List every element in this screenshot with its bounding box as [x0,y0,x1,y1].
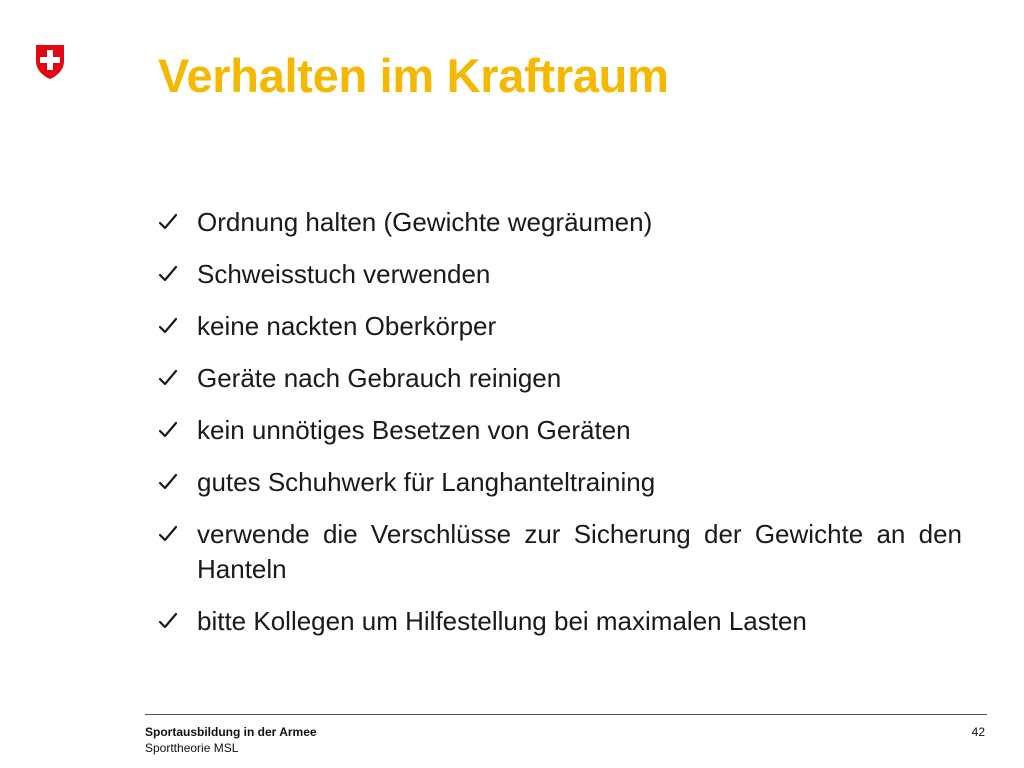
checkmark-icon [158,611,178,631]
checkmark-icon [158,472,178,492]
checkmark-icon [158,316,178,336]
checkmark-icon [158,212,178,232]
checkmark-icon [158,524,178,544]
footer-subtitle: Sporttheorie MSL [145,741,239,755]
bullet-text: verwende die Verschlüsse zur Sicherung der Gewichte an den Hanteln [197,519,962,584]
list-item [158,413,962,448]
list-item [158,257,962,292]
slide-title: Verhalten im Kraftraum [158,49,669,102]
bullet-text: keine nackten Oberkörper [197,311,497,341]
bullet-list [158,205,962,656]
checkmark-icon [158,368,178,388]
checkmark-icon [158,264,178,284]
list-item [158,517,962,587]
list-item [158,361,962,396]
swiss-cross-shield-icon [35,44,65,80]
page-number: 42 [971,725,985,739]
bullet-text: Geräte nach Gebrauch reinigen [197,363,562,393]
bullet-text: kein unnötiges Besetzen von Geräten [197,415,631,445]
checkmark-icon [158,420,178,440]
list-item [158,604,962,639]
bullet-text: gutes Schuhwerk für Langhanteltraining [197,467,656,497]
list-item [158,465,962,500]
bullet-text: Schweisstuch verwenden [197,259,491,289]
bullet-text: Ordnung halten (Gewichte wegräumen) [197,207,653,237]
list-item [158,309,962,344]
footer-title: Sportausbildung in der Armee [145,725,317,739]
footer-divider [145,714,987,715]
bullet-text: bitte Kollegen um Hilfestellung bei maximalen Lasten [197,606,807,636]
list-item [158,205,962,240]
